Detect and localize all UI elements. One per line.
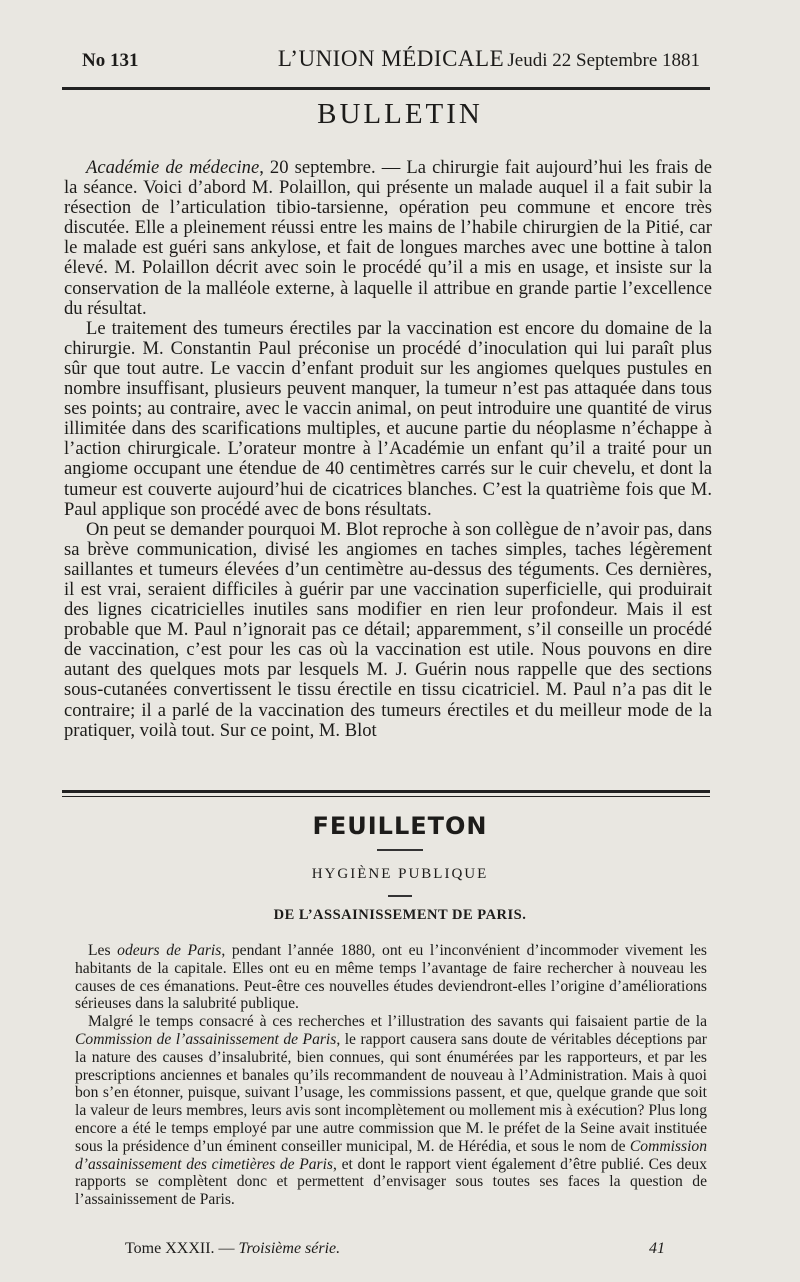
journal-title: L’UNION MÉDICALE <box>277 46 505 71</box>
title-rule <box>377 849 423 851</box>
bulletin-lead: Académie de médecine <box>86 157 260 178</box>
feuilleton-body <box>75 942 707 1209</box>
page-number: 41 <box>649 1240 665 1257</box>
bulletin-paragraph: On peut se demander pourquoi M. Blot reproche à son collègue de n’avoir pas, dans sa brève communication, divisé les angiomes en taches simples, taches légèrement saillantes et tumeurs élevées d’un centimètre au-dessus des téguments. Ces dernières, il est vrai, seraient difficiles à guérir par une vaccination superficielle, qui produirait des lignes cicatricielles inutiles sans modifier en rien leur profondeur. Mais il est probable que M. Paul n’ignorait pas ce détail; apparemment, s’il conseille un procédé de vaccination, c’est pour les cas où la vaccination est utile. Nous pouvons en dire autant des quelques mots par lesquels M. J. Guérin nous rappelle que des sections sous-cutanées convertissent le tissu érectile en tissu cicatriciel. M. Paul n’a pas dit le contraire; il a parlé de la vaccination des tumeurs érectiles et du meilleur mode de la pratiquer, voilà tout. Sur ce point, M. Blot <box>64 518 712 741</box>
bulletin-title: BULLETIN <box>317 98 483 130</box>
feuilleton-title: FEUILLETON <box>312 812 488 840</box>
header-rule <box>62 87 710 90</box>
article-title: DE L’ASSAINISSEMENT DE PARIS. <box>273 907 527 923</box>
feuilleton-separator <box>62 790 710 797</box>
feuilleton-paragraph: Malgré le temps consacré à ces recherches et l’illustration des savants qui faisaient partie de la Commission de l’assainissement de Paris, le rapport causera sans doute de véritables déceptions par la nature des causes d’insalubrité, bien connues, qui sont énumérées par les rapporteurs, et par les prescriptions anciennes et banales qu’ils recommandent de nouveau à l’Administration. Mais à quoi bon s’en étonner, puisque, suivant l’usage, les commissions passent, et que, quelque grande que soit la valeur de leurs membres, leurs avis sont incomplètement ou mollement mis à exécution? Plus long encore a été le temps employé par une autre commission que M. le préfet de la Seine avait instituée sous la présidence d’un éminent conseiller municipal, M. de Hérédia, et sous le nom de Commission d’assainissement des cimetières de Paris, et dont le rapport vient également d’être publié. Ces deux rapports se complètent donc et permettent d’envisager sous toutes ses faces la question de l’assainissement de Paris. <box>75 1013 707 1209</box>
feuilleton-paragraph: Les odeurs de Paris, pendant l’année 1880, ont eu l’inconvénient d’incommoder vivement les habitants de la capitale. Elles ont eu en même temps l’avantage de faire rechercher à nouveau les causes de ces émanations. Peut-être ces nouvelles études deviendront-elles l’origine d’améliorations sérieuses dans la salubrité publique. <box>75 942 707 1013</box>
section-rule <box>388 895 412 897</box>
bulletin-body <box>64 158 712 741</box>
volume-info: Tome XXXII. — Troisième série. <box>125 1240 341 1257</box>
issue-number: No 131 <box>82 50 139 71</box>
issue-date: Jeudi 22 Septembre 1881 <box>507 50 700 71</box>
bulletin-paragraph: Académie de médecine, 20 septembre. — La chirurgie fait aujourd’hui les frais de la séance. Voici d’abord M. Polaillon, qui présente un malade auquel il a fait subir la résection de l’articulation tibio-tarsienne, opération peu commune et encore très discutée. Elle a pleinement réussi entre les mains de l’habile chirurgien de la Pitié, car le malade est guéri sans ankylose, et fait de longues marches avec une bottine à talon élevé. M. Polaillon décrit avec soin le procédé qu’il a mis en usage, et insiste sur la conservation de la malléole externe, à laquelle il attribue en grande partie l’excellence du résultat. <box>64 157 712 319</box>
section-heading: HYGIÈNE PUBLIQUE <box>311 866 489 882</box>
page-header <box>82 44 700 78</box>
bulletin-paragraph: Le traitement des tumeurs érectiles par la vaccination est encore du domaine de la chirurgie. M. Constantin Paul préconise un procédé d’inoculation qui lui paraît plus sûr que tout autre. Le vaccin d’enfant produit sur les angiomes quelques pustules en nombre insuffisant, plusieurs peuvent manquer, la tumeur n’est pas attaquée dans tous ses points; au contraire, avec le vaccin animal, on peut introduire une quantité de virus illimitée dans des scarifications multiples, et aucune partie du néoplasme n’échappe à l’action chirurgicale. L’orateur montre à l’Académie un enfant qu’il a traité pour un angiome occupant une étendue de 40 centimètres carrés sur le cuir chevelu, et dont la tumeur est couverte aujourd’hui de cicatrices blanches. C’est la quatrième fois que M. Paul applique son procédé avec de bons résultats. <box>64 317 712 520</box>
